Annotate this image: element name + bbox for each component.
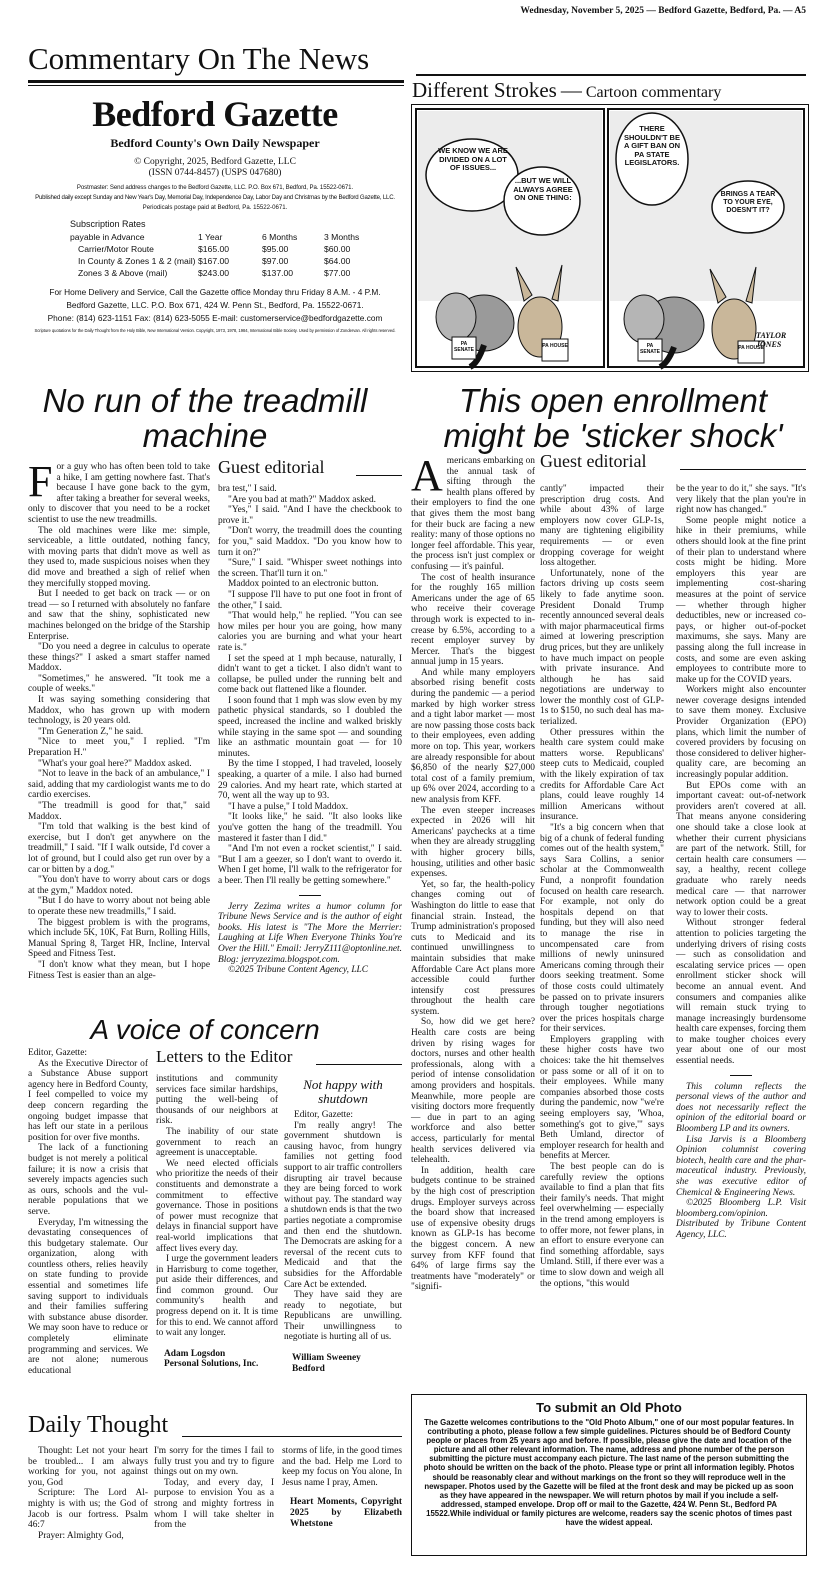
paragraph: "That would help," he replied. "You can see how miles per hour you are going, how many calories you are burning and what your heart rate is."	[218, 611, 402, 653]
enrollment-bio: Lisa Jarvis is a Bloomberg Opinion columnist covering biotech, health care and the pharmaceutical industry. Previously, she was executive editor of Chemical & Engineering News.	[676, 1134, 806, 1198]
rates-header-cell: 1 Year	[198, 232, 223, 242]
paragraph: "Yes," I said. "And I have the checkbook to prove it."	[218, 505, 402, 526]
house-tag-label: PA HOUSE	[542, 343, 568, 349]
paragraph: So, how did we get here? Health care costs are being driven by rising wages for doctors, nurses and other health professionals, along with a period of intense consolidation among providers and hospitals. Meanwhile, more people are visiting doctors more frequently — due in part to an aging workforce and also better access, particularly for mental health services delivered via telehealth.	[411, 1017, 535, 1166]
bubble-text-1: WE KNOW WE ARE DIVIDED ON A LOT OF ISSUES...	[438, 146, 508, 172]
paragraph: Thought: Let not your heart be troubled... I am always working for you, not against you, God	[28, 1446, 148, 1488]
concern-signer: Adam Logsdon	[164, 1348, 226, 1359]
rates-cell: $64.00	[324, 256, 351, 266]
cartoon-heading-dash: —	[560, 78, 582, 102]
rates-cell: $137.00	[262, 268, 294, 278]
rates-cell: $97.00	[262, 256, 289, 266]
paragraph: "It's a big concern when that big of a chunk of federal funding comes out of the health system," says Sara Collins, a senior scholar at the Commonwealth Fund, a nonprofit foundation focused on health care research. For example, not only do hospitals depend on that funding, but they will also need to manage the rise in uncompensated care from millions of newly uninsured Americans coming through their doors seeking treatment. Some of those costs could ultimately be passed on to private insurers through tougher negotiations over the prices hospitals charge for their services.	[540, 823, 664, 1035]
paragraph: And while many employers absorbed rising benefit costs during the pandemic — a period marked by high worker stress and a tight labor market — most are now passing those costs back to their employees, even adding more on top. This year, workers are already responsible for about $6,850 of the nearly $27,000 total cost of a family premium, up 6% over 2024, according to a new analysis from KFF.	[411, 667, 535, 805]
label-rule	[680, 469, 806, 470]
paragraph: They have said they are ready to negotiate, but Republicans are unwilling. Their unwillingness to negotiate is hurting all of us.	[284, 1290, 402, 1343]
paragraph: The old machines were like me: simple, serviceable, a little outdated, nothing fancy, with moving parts that didn't move as well as they used to, made suspicious noises when they did move and breathed a sigh of relief when they mercifully stopped moving.	[28, 525, 210, 589]
paragraph: Prayer: Almighty God,	[38, 1530, 124, 1541]
thought-col-1	[28, 1446, 148, 1541]
rates-header-row	[70, 231, 359, 243]
paragraph: "And I'm not even a rocket scientist," I said. "But I am a geezer, so I don't want to overdo it. When I get home, I'll walk to the refrigerator for a beer. Then I'll really be getting somewhere."	[218, 844, 402, 886]
rates-table	[70, 231, 359, 279]
paragraph: But EPOs come with an important caveat: out-of-network providers aren't covered at all. That means anyone considering one should take a close look at whether their current physicians are part of the network. Still, for certain health care consumers — say, a healthy, recent college graduate who rarely needs medical care — that narrower network option could be a great way to lower their costs.	[676, 780, 806, 918]
treadmill-dropcap: F	[28, 457, 53, 506]
paragraph: Everyday, I'm witnessing the devastating consequences of this budgetary stalemate. Our organization, along with countless others, relies heavily on state funding to provide essential and sometimes life saving support to individuals and their families suffering with substance abuse disorder. We may soon have to reduce or completely eliminate programming and services. We are not alone; numerous educational	[28, 1217, 148, 1376]
cartoonist-signature: TAYLOR JONES	[756, 331, 787, 349]
paragraph: As the Executive Director of a Substance Abuse support agency here in Bedford County, I feel compelled to voice my deep concern regarding the ongoing budget impasse that has left our state in a perilous position for over five months.	[28, 1058, 148, 1143]
concern-col-1	[28, 1048, 148, 1376]
paragraph: The best people can do is carefully review the options available to find a plan that fits their family's needs. That might feel overwhelming — especially in the trend among employers is to offer more, not fewer plans, in an effort to ensure everyone can find something affordable, says Umland. Still, if there ever was a time to slow down and weigh all the options, "this would	[540, 1162, 664, 1289]
paragraph: We need elected officials who prioritize the needs of their constituents and demonstrate a commitment to effective governance. Those in positions of power must recognize that delays in financial support have real-world implications that affect lives every day.	[156, 1158, 278, 1254]
enrollment-note: This column reflects the personal views of the author and does not necessarily reflect the opinion of the editorial board or Bloomberg LP and its owners.	[676, 1081, 806, 1135]
paragraph: I'm really angry! The government shutdown is causing havoc, from hungry families not getting food support to air traffic controllers disrupting air travel because they are being forced to work without pay. The standard way a shutdown ends is that the two parties negotiate a compromise and then end the shutdown. The Democrats are asking for a reversal of the recent cuts to Medicaid and that the subsidies for the Affordable Care Act be extended.	[284, 1120, 402, 1290]
scripture-note: Scripture quotations for the Daily Thought from the Holy Bible, New International Version. Copyright, 1973, 1978, 1984, International Bible Society. Used by permission of Zondervan. All rights reserved.	[34, 328, 396, 333]
treadmill-col-1	[28, 457, 211, 981]
shutdown-headline: Not happy with shutdown	[303, 1077, 383, 1106]
old-photo-body: The Gazette welcomes contributions to the "Old Photo Album," one of our most popular features. In contributing a photo, please follow a few simple guidelines. Pictures should be of Bedford County people or places from 25 years ago and before. If possible, please give the date and location of the picture and all other relevant information. The name, address and phone number of the person submitting the picture must accompany each picture. The last name of the person submitting the photo should be written on the back of the photo. Please type or print all information legibly. Photos should be reasonably clear and without markings on the front so they will reproduce well in the newspaper. Photos used by the Gazette will be filed at the front desk and may be picked up as soon as they have appeared in the newspaper. We will return photos by mail if you include a self-addressed, stamped envelope. Drop off or mail to the Gazette, 424 W. Penn St., Bedford PA 15522.While individual or family pictures are welcome, readers say the scenic photos of times past have the widest appeal.	[423, 1418, 795, 1528]
paragraph: be the year to do it," she says. "It's very likely that the plan you're in right now has changed."	[676, 484, 806, 516]
cartoon-heading: Different Strokes	[412, 78, 557, 102]
paragraph: The cost of health insurance for the roughly 165 million Americans under the age of 65 who receive their coverage through work is expected to increase by 6.5%, according to a recent employer survey by Mercer. That's the biggest annual jump in 15 years.	[411, 572, 535, 668]
paragraph: I'm sorry for the times I fail to fully trust you and try to figure things out on my own.	[154, 1446, 274, 1478]
shutdown-signer-town: Bedford	[292, 1363, 325, 1374]
enrollment-headline: This open enrollment might be 'sticker shock'	[443, 382, 783, 454]
treadmill-col-2	[218, 484, 402, 976]
paragraph: Without stronger federal attention to policies targeting the underlying drivers of rising costs — such as consolidation and escalating service prices — open enrollment sticker shock will become an annual event. And consumers and companies alike will remain stuck trying to manage increasingly burdensome health care expenses, forcing them to make tougher choices every year about one of our most essential needs.	[676, 918, 806, 1067]
enrollment-credit: ©2025 Bloomberg L.P. Visit bloomberg.com/opinion. Distributed by Tribune Content Agency, LLC.	[676, 1198, 806, 1240]
elephant-ear	[624, 295, 664, 343]
header-rule-thin	[28, 85, 404, 86]
paragraph: Workers might also encounter newer coverage designs intended to save them money. Exclusive Provider Organization (EPO) plans, which limit the number of covered providers by focusing on those considered to deliver higher-quality care, are becoming an increasingly popular addition.	[676, 685, 806, 781]
rates-row	[70, 267, 359, 279]
paragraph: I urge the government leaders in Harrisburg to come together, put aside their differences, and find common ground. Our community's health and progress depend on it. It is time for this to end. We cannot afford to wait any longer.	[156, 1254, 278, 1339]
paragraph: "But I do have to worry about not being able to operate these new treadmills," I said.	[28, 896, 210, 917]
masthead-box	[28, 94, 402, 346]
paragraph: institutions and community services face similar hardships, putting the well-being of thousands of our neighbors at risk.	[156, 1074, 278, 1127]
paragraph: "I'm told that walking is the best kind of exercise, but I don't get anywhere on the treadmill," I said. "If I walk outside, I'd cover a lot of ground, but I could also get run over by a car or bitten by a dog."	[28, 822, 210, 875]
old-photo-title: To submit an Old Photo	[536, 1400, 682, 1415]
paragraph: Scripture: The Lord Almighty is with us; the God of Jacob is our fortress. Psalm 46:7	[28, 1488, 148, 1531]
paragraph: By the time I stopped, I had traveled, loosely speaking, a quarter of a mile. I also had burned 29 calories. And my heart rate, which started at 70, went all the way up to 93.	[218, 759, 402, 802]
rates-header-cell: 6 Months	[262, 232, 298, 242]
thought-col-2	[154, 1446, 274, 1531]
rates-cell: $165.00	[198, 244, 230, 254]
header-rule-right	[416, 74, 806, 76]
paragraph: "Nice to meet you," I replied. "I'm Preparation H."	[28, 737, 210, 759]
paragraph: "You don't have to worry about cars or dogs at the gym," Maddox noted.	[28, 875, 210, 896]
enrollment-col-2	[540, 484, 664, 1289]
paragraph: Maddox pointed to an electronic button.	[228, 579, 379, 590]
rates-cell: Carrier/Motor Route	[78, 244, 154, 254]
rates-cell: $95.00	[262, 244, 289, 254]
paragraph: "I don't know what they mean, but I hope Fitness Test is easier than an alge-	[28, 959, 210, 981]
senate-tag-label: PA SENATE	[454, 341, 474, 353]
masthead-postmaster: Postmaster: Send address changes to the Bedford Gazette, LLC. P.O. Box 671, Bedford, Pa. 15522-0671.	[76, 184, 354, 191]
contact-info: Phone: (814) 623-1151 Fax: (814) 623-5055 E-mail: customerservice@bedfordgazette.com	[47, 313, 383, 323]
paragraph: bra test," I said.	[218, 484, 277, 494]
paragraph: cantly" impacted their prescription drug costs. And while about 43% of large employers now cover GLP-1s, many are tightening eligibility requirements — or even dropping coverage for weight loss altogether.	[540, 484, 664, 569]
house-tag-label: PA HOUSE	[738, 345, 764, 351]
rates-header-cell: payable in Advance	[70, 232, 145, 242]
header-rule	[28, 80, 404, 83]
paragraph: "What's your goal here?" Maddox asked.	[38, 758, 192, 769]
paragraph: "I have a pulse," I told Maddox.	[228, 801, 349, 812]
masthead-issn: (ISSN 0744-8457) (USPS 047680)	[148, 168, 282, 178]
thought-credit: Heart Moments, Copyright 2025 by Elizabeth Whetstone	[290, 1497, 402, 1529]
paragraph: "Sure," I said. "Whisper sweet nothings into the screen. That'll turn it on."	[218, 558, 402, 579]
concern-headline: A voice of concern	[90, 1014, 320, 1045]
letters-label: Letters to the Editor	[156, 1047, 293, 1066]
elephant-ear	[436, 293, 476, 341]
dateline: Wednesday, November 5, 2025 — Bedford Gazette, Bedford, Pa. — A5	[520, 6, 806, 16]
masthead-published: Published daily except Sunday and New Year's Day, Memorial Day, Independence Day, Labor Day and Christmas by the Bedford Gazette, LLC.	[35, 194, 395, 201]
enrollment-dropcap: A	[411, 451, 443, 500]
rates-cell: $167.00	[198, 256, 230, 266]
paragraph: Unfortunately, none of the factors driving up costs seem likely to fade anytime soon. President Donald Trump recently announced several deals with major pharmaceutical firms aimed at lowering prescription drug prices, but they are unlikely to have much impact on people with private insurance. And although he has said negotiations are underway to lower the monthly cost of GLP-1s to $150, no such deal has materialized.	[540, 568, 664, 728]
cartoon-frame	[411, 104, 809, 372]
paragraph: "I'm Generation Z," he said.	[38, 726, 144, 737]
paragraph: "I suppose I'll have to put one foot in front of the other," I said.	[218, 589, 402, 611]
paragraph: I set the speed at 1 mph because, naturally, I didn't want to get a ticket. I also didn't want to collapse, be pulled under the running belt and come back out flattened like a flounder.	[218, 653, 402, 696]
masthead-name: Bedford Gazette	[92, 94, 338, 134]
bio-divider	[730, 1075, 752, 1076]
bubble-text-4: BRINGS A TEAR TO YOUR EYE, DOESN'T IT?	[720, 191, 776, 214]
paragraph: "Are you bad at math?" Maddox asked.	[228, 494, 376, 505]
shutdown-col	[284, 1110, 402, 1374]
paragraph: Other pressures within the health care system could make matters worse. Republicans' steep cuts to Medicaid, coupled with the likely expiration of tax credits for Affordable Care Act plans, could leave roughly 14 million Americans without insurance.	[540, 727, 664, 823]
cartoon-heading-row	[412, 78, 721, 103]
paragraph: The even steeper increases expected in 2026 will hit Americans' paychecks at a time when they are already struggling with higher grocery bills, housing, utilities and other basic expenses.	[411, 805, 535, 880]
paragraph: "Not to leave in the back of an ambulance," I said, adding that my cardiologist wants me to do cardio exercises.	[28, 769, 211, 801]
paragraph: Employers grappling with these higher costs have two choices: take the hit themselves or pass some or all of it on to their employees. While many companies absorbed those costs during the pandemic, now "we're seeing employers say, 'Whoa, something's got to give,'" says Beth Umland, director of employer research for health and benefits at Mercer.	[540, 1034, 664, 1162]
masthead-periodicals: Periodicals postage paid at Bedford, Pa. 15522-0671.	[142, 204, 288, 211]
paragraph: "Don't worry, the treadmill does the counting for you," said Maddox. "Do you know how to turn it on?"	[218, 526, 402, 558]
label-rule	[316, 1064, 402, 1065]
rates-cell: $77.00	[324, 268, 351, 278]
paragraph: storms of life, in the good times and the bad. Help me Lord to keep my focus on You alone, In Jesus name I pray, Amen.	[282, 1446, 402, 1488]
paragraph: The lack of a functioning budget is not merely a political failure; it is now a crisis that severely impacts agencies such as ours, schools and the vulnerable populations that we serve.	[28, 1143, 148, 1217]
paragraph: or a guy who has often been told to take a hike, I am getting nowhere fast. That's because I have gone back to the gym, after taking a breather for several weeks, only to discover that you need to be a rocket scientist to use the new treadmills.	[28, 462, 210, 525]
paragraph: "Do you need a degree in calculus to operate these things?" I asked a smart staffer named Maddox.	[28, 642, 210, 674]
treadmill-label: Guest editorial	[218, 457, 325, 477]
paragraph: "The treadmill is good for that," said Maddox.	[28, 801, 210, 822]
senate-tag-label: PA SENATE	[640, 343, 660, 355]
label-rule	[356, 475, 402, 476]
thought-col-3	[282, 1446, 402, 1529]
rates-cell: $60.00	[324, 244, 351, 254]
label-rule	[182, 1436, 402, 1437]
paragraph: The biggest problem is with the programs, which include 5K, 10K, Fat Burn, Rolling Hills, Manual Spring 8, Target HR, Incline, Interval Speed and Fitness Test.	[28, 917, 210, 960]
rates-header-cell: 3 Months	[324, 232, 360, 242]
treadmill-bio: Jerry Zezima writes a humor column for Tribune News Service and is the author of eight books. His latest is "The More the Merrier: Laughing at Life When Everyone Thinks You're Over the Hill." Email: JerryZ111@optonline.net. Blog: jerryzezima.blogspot.com.	[218, 901, 402, 965]
enrollment-col-1	[411, 451, 535, 1293]
section-title: Commentary On The News	[28, 41, 370, 76]
paragraph: Editor, Gazette:	[28, 1048, 87, 1058]
paragraph: In addition, health care budgets continue to be strained by the high cost of prescription drugs. Employer surveys across the board show that increased use of expensive obesity drugs known as GLP-1s has become the biggest concern. A new survey from KFF found that 64% of large firms say the treatments have "moderately" or "signifi-	[411, 1165, 535, 1293]
rates-cell: Zones 3 & Above (mail)	[78, 268, 168, 278]
paragraph: I soon found that 1 mph was slow even by my pathetic physical standards, so I doubled the speed, increased the incline and walked briskly while staying in the same spot — and sounding like an asthmatic mountain goat — for 10 minutes.	[218, 695, 402, 759]
paragraph: The inability of our state government to reach an agreement is unacceptable.	[156, 1126, 278, 1159]
paragraph: Yet, so far, the health-policy changes coming out of Washington do little to ease that financial strain. Instead, the Trump administration's proposed cuts to Medicaid and its continued unwillingness to maintain subsidies that make Affordable Care Act plans more accessible could further intensify cost pressures throughout the health care system.	[411, 879, 535, 1017]
delivery-info: For Home Delivery and Service, Call the Gazette office Monday thru Friday 8 A.M. - 4 P.M.	[49, 287, 381, 297]
subscription-title: Subscription Rates	[70, 219, 146, 229]
old-photo-box	[411, 1394, 807, 1556]
daily-thought-heading: Daily Thought	[28, 1412, 169, 1438]
paragraph: "Sometimes," he answered. "It took me a couple of weeks."	[28, 673, 210, 695]
enrollment-label: Guest editorial	[540, 451, 647, 471]
paragraph: "It looks like," he said. "It also looks like you've gotten the hang of the treadmill. You mastered it faster than I did."	[218, 812, 402, 844]
rates-row	[70, 255, 359, 267]
masthead-copyright: © Copyright, 2025, Bedford Gazette, LLC	[134, 157, 296, 167]
shutdown-signer: William Sweeney	[292, 1353, 361, 1364]
paragraph: Some people might notice a hike in their premiums, while others should look at the fine print of their plan to understand where costs might be hiding. More employers this year are implementing cost-sharing measures at the point of service — whether through higher deductibles, new or increased co-pays, or higher out-of-pocket maximums, she says. Many are passing along the full increase in costs, and some are even asking employees to contribute more to make up for the COVID years.	[676, 515, 806, 685]
concern-col-2	[156, 1074, 278, 1370]
treadmill-headline: No run of the treadmill machine	[42, 382, 368, 454]
cartoon-image	[412, 105, 808, 371]
paragraph: But I needed to get back on track — or on tread — so I returned with absolutely no fanfare and saw that the shiny, sophisticated new machines belonged on the bridge of the Starship Enterprise.	[28, 589, 210, 642]
rates-cell: In County & Zones 1 & 2 (mail)	[78, 256, 196, 266]
concern-signer-org: Personal Solutions, Inc.	[164, 1359, 259, 1370]
cartoon-subheading: Cartoon commentary	[585, 84, 722, 101]
paragraph: It was saying something considering that Maddox, who has grown up with modern technology, is 20 years old.	[28, 695, 210, 727]
treadmill-credit: ©2025 Tribune Content Agency, LLC	[228, 965, 369, 976]
paragraph: mericans embarking on the annual task of sifting through the health plans offered by their employers to find the one that gives them the most bang for their buck are facing a new reality: many of those options no longer feel affordable. This year, the process isn't just complex or confusing — it's painful.	[411, 456, 535, 572]
rates-row	[70, 243, 359, 255]
office-address: Bedford Gazette, LLC. P.O. Box 671, 424 W. Penn St., Bedford, Pa. 15522-0671.	[66, 300, 364, 310]
enrollment-col-3	[676, 484, 806, 1241]
paragraph: Today, and every day, I purpose to envision You as a strong and mighty fortress in whom I will take shelter in from the	[154, 1477, 274, 1531]
paragraph: Editor, Gazette:	[294, 1110, 353, 1120]
bubble-text-2: ...BUT WE WILL ALWAYS AGREE ON ONE THING:	[513, 176, 573, 202]
masthead-tagline: Bedford County's Own Daily Newspaper	[110, 136, 320, 150]
rates-cell: $243.00	[198, 268, 230, 278]
bio-divider	[299, 895, 321, 896]
bubble-text-3: THERE SHOULDN'T BE A GIFT BAN ON PA STATE LEGISLATORS.	[624, 124, 680, 167]
